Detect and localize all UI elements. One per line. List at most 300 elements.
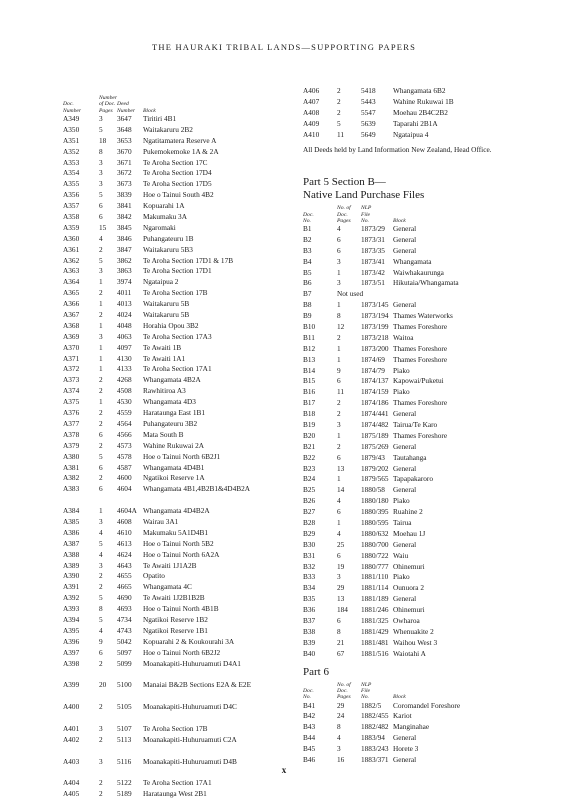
- cell-pages: 2: [337, 409, 341, 419]
- cell-deed: 4130: [117, 353, 132, 363]
- cell-doc: A379: [63, 440, 80, 450]
- cell-pages: 6: [337, 245, 341, 255]
- cell-file: 1874/482: [361, 419, 389, 429]
- col-deed-number: Deed Number: [117, 101, 136, 114]
- cell-block: Moanakapiti-Huhuruamuti C2A: [143, 734, 237, 744]
- cell-file: 1880/395: [361, 507, 389, 517]
- cell-block: Piako: [393, 365, 410, 375]
- table-row: [63, 408, 293, 419]
- cell-block: Te Aroha Section 17D1: [143, 266, 212, 276]
- cell-file: 1882/482: [361, 722, 389, 732]
- cell-doc: A393: [63, 604, 80, 614]
- cell-file: 1882/455: [361, 711, 389, 721]
- cell-deed: 4600: [117, 473, 132, 483]
- cell-pages: 1: [337, 354, 341, 364]
- cell-block: Piako: [393, 387, 410, 397]
- cell-deed: 4048: [117, 320, 132, 330]
- table-row: [303, 733, 513, 744]
- cell-doc: A400: [63, 702, 80, 712]
- table-row: [63, 343, 293, 354]
- deeds-note: All Deeds held by Land Information New Zealand, Head Office.: [303, 145, 492, 155]
- cell-pages: 8: [99, 604, 103, 614]
- cell-pages: 2: [337, 398, 341, 408]
- cell-file: 1873/35: [361, 245, 385, 255]
- cell-block: Te Aroha Section 17A1: [143, 778, 212, 788]
- table-row: [63, 125, 293, 136]
- cell-pages: 5: [99, 124, 103, 134]
- cell-block: Opatito: [143, 571, 165, 581]
- cell-doc: A386: [63, 527, 80, 537]
- cell-doc: A406: [303, 86, 320, 95]
- cell-pages: 13: [337, 594, 345, 604]
- cell-doc: B24: [303, 474, 316, 484]
- cell-deed: 5113: [117, 734, 132, 744]
- cell-block: Piako: [393, 572, 410, 582]
- cell-block: Moanakapiti-Huhuruamuti D4B: [143, 756, 237, 766]
- cell-pages: 29: [337, 700, 345, 710]
- cell-file: 1873/145: [361, 300, 389, 310]
- cell-pages: 25: [337, 539, 345, 549]
- cell-pages: 3: [99, 157, 103, 167]
- cell-doc: B39: [303, 637, 316, 647]
- cell-block: General: [393, 300, 417, 310]
- cell-deed: 4578: [117, 451, 132, 461]
- cell-deed: 4530: [117, 397, 132, 407]
- cell-doc: B14: [303, 365, 316, 375]
- cell-deed: 4133: [117, 364, 132, 374]
- cell-pages: 11: [337, 129, 345, 139]
- cell-block: Te Aroha Section 17A1: [143, 364, 212, 374]
- cell-pages: 2: [99, 408, 103, 418]
- cell-block: Waiu: [393, 550, 409, 560]
- cell-block: Wairau 3A1: [143, 516, 179, 526]
- cell-doc: A366: [63, 299, 80, 309]
- cell-pages: 2: [99, 375, 103, 385]
- cell-doc: B8: [303, 300, 312, 310]
- cell-pages: 11: [337, 387, 345, 397]
- table-row: [63, 659, 293, 681]
- table-row: [303, 119, 513, 130]
- cell-pages: 3: [337, 572, 341, 582]
- cell-block: Whangamata 4D4B1: [143, 462, 205, 472]
- cell-block: Ngaromaki: [143, 222, 176, 232]
- col-block: Block: [393, 694, 406, 701]
- cell-pages: 8: [337, 722, 341, 732]
- cell-doc: A365: [63, 288, 80, 298]
- cell-pages: 6: [337, 616, 341, 626]
- cell-file: 1879/43: [361, 452, 385, 462]
- cell-doc: B5: [303, 267, 312, 277]
- cell-deed: 4268: [117, 375, 132, 385]
- table-row: [303, 387, 513, 398]
- cell-pages: 2: [99, 473, 103, 483]
- table-row: [303, 722, 513, 733]
- part5-title: [303, 176, 513, 202]
- cell-doc: B38: [303, 626, 316, 636]
- table-row: [303, 268, 513, 279]
- table-row: [63, 364, 293, 375]
- cell-deed: 3673: [117, 179, 132, 189]
- cell-doc: B20: [303, 430, 316, 440]
- cell-deed: 4063: [117, 331, 132, 341]
- table-row: [303, 130, 513, 141]
- cell-pages: 6: [337, 550, 341, 560]
- cell-block: Waitoa: [393, 332, 414, 342]
- cell-pages: 1: [337, 343, 341, 353]
- table-row: [303, 344, 513, 355]
- cell-deed: 3846: [117, 233, 132, 243]
- table-row: [303, 257, 513, 268]
- cell-file: 1874/69: [361, 354, 385, 364]
- table-row: [63, 604, 293, 615]
- cell-block: General: [393, 441, 417, 451]
- cell-deed: 3670: [117, 146, 132, 156]
- cell-file: 1880/595: [361, 518, 389, 527]
- cell-pages: 16: [337, 755, 345, 765]
- cell-doc: A363: [63, 266, 80, 276]
- table-row: [303, 246, 513, 257]
- table-row: [63, 179, 293, 190]
- cell-pages: 2: [337, 107, 341, 117]
- cell-pages: 2: [99, 702, 103, 712]
- cell-block: Te Awaiti 1J1A2B: [143, 560, 197, 570]
- cell-deed: 4564: [117, 418, 132, 428]
- cell-pages: 2: [337, 86, 341, 95]
- cell-pages: 6: [99, 462, 103, 472]
- part6-table-body: [303, 701, 513, 766]
- cell-doc: A352: [63, 146, 80, 156]
- cell-doc: B35: [303, 594, 316, 604]
- cell-pages: 2: [99, 244, 103, 254]
- cell-block: Whangamata 4C: [143, 582, 192, 592]
- table-row: [63, 528, 293, 539]
- cell-block: Te Awaiti 1A1: [143, 353, 186, 363]
- cell-pages: 1: [337, 430, 341, 440]
- cell-pages: 4: [99, 625, 103, 635]
- cell-file: 1875/189: [361, 430, 389, 440]
- table-row: [303, 108, 513, 119]
- cell-deed: 5418: [361, 86, 376, 95]
- cell-doc: A391: [63, 582, 80, 592]
- cell-pages: 2: [99, 571, 103, 581]
- table-row: [63, 593, 293, 604]
- cell-deed: 4011: [117, 288, 132, 298]
- cell-doc: A409: [303, 118, 320, 128]
- cell-doc: B18: [303, 409, 316, 419]
- cell-doc: A371: [63, 353, 80, 363]
- cell-file: 1881/325: [361, 616, 389, 626]
- cell-doc: B26: [303, 496, 316, 506]
- cell-doc: A369: [63, 331, 80, 341]
- cell-pages: 8: [337, 311, 341, 321]
- cell-doc: B6: [303, 278, 312, 288]
- cell-file: 1873/29: [361, 223, 385, 233]
- cell-block: Harataunga West 2B1: [143, 789, 207, 799]
- cell-pages: 1: [99, 353, 103, 363]
- table-row: [63, 582, 293, 593]
- cell-deed: 5547: [361, 107, 376, 117]
- cell-block: Ngatikoi Reserve 1B1: [143, 625, 208, 635]
- cell-block: Kopuarahi 2 & Koukourahi 3A: [143, 636, 235, 646]
- cell-block: Waitakaruru 5B3: [143, 244, 193, 254]
- cell-pages: 1: [99, 397, 103, 407]
- cell-block: Wahine Rukuwai 2A: [143, 440, 205, 450]
- cell-file: 1883/371: [361, 755, 389, 765]
- cell-block: General: [393, 234, 417, 244]
- cell-doc: B23: [303, 463, 316, 473]
- cell-block: Thames Waterworks: [393, 311, 453, 321]
- cell-doc: A407: [303, 96, 320, 106]
- cell-doc: B46: [303, 755, 316, 765]
- table-row: [63, 321, 293, 332]
- cell-pages: 9: [337, 365, 341, 375]
- cell-pages: 3: [99, 756, 103, 766]
- cell-block: Hoe o Tainui North 5B2: [143, 538, 214, 548]
- cell-pages: 3: [99, 723, 103, 733]
- cell-deed: 5107: [117, 723, 132, 733]
- cell-block: Whangamata 4B1,4B2B1&4D4B2A: [143, 484, 251, 494]
- cell-block: Hoe o Tainui South 4B2: [143, 190, 214, 200]
- table-row: [303, 420, 513, 431]
- cell-deed: 3647: [117, 114, 132, 123]
- cell-pages: 2: [99, 582, 103, 592]
- table-row: [63, 419, 293, 430]
- cell-block: Kariot: [393, 711, 412, 721]
- cell-doc: A377: [63, 418, 80, 428]
- cell-file: 1880/58: [361, 485, 385, 495]
- table-row: [303, 289, 513, 300]
- cell-deed: 3845: [117, 222, 132, 232]
- cell-pages: 4: [337, 733, 341, 743]
- cell-doc: A353: [63, 157, 80, 167]
- cell-pages: 6: [99, 484, 103, 494]
- table-row: [63, 637, 293, 648]
- cell-block: Owharoa: [393, 616, 420, 626]
- cell-doc: B25: [303, 485, 316, 495]
- cell-pages: 67: [337, 648, 345, 658]
- cell-file: 1874/186: [361, 398, 389, 408]
- table-row: [303, 485, 513, 496]
- cell-doc: B10: [303, 321, 316, 331]
- part6-title: Part 6: [303, 665, 329, 678]
- cell-pages: 24: [337, 711, 345, 721]
- cell-block: Te Aroha Section 17D1 & 17B: [143, 255, 234, 265]
- table-row: [303, 518, 513, 529]
- cell-pages: 4: [337, 528, 341, 538]
- cell-doc: A357: [63, 201, 80, 211]
- table-row: [63, 517, 293, 528]
- table-row: [63, 299, 293, 310]
- cell-pages: 9: [99, 636, 103, 646]
- cell-file: 1881/114: [361, 583, 389, 593]
- cell-doc: A375: [63, 397, 80, 407]
- cell-doc: A356: [63, 190, 80, 200]
- cell-pages: 5: [337, 118, 341, 128]
- cell-file: 1874/79: [361, 365, 385, 375]
- cell-file: 1880/722: [361, 550, 389, 560]
- cell-doc: A382: [63, 473, 80, 483]
- cell-doc: B7: [303, 289, 312, 299]
- table-row: [63, 430, 293, 441]
- cell-deed: 4624: [117, 549, 132, 559]
- cell-deed: 5042: [117, 636, 132, 646]
- cell-block: Waitakaruru 2B2: [143, 124, 193, 134]
- table-row: [63, 332, 293, 343]
- table-row: [63, 354, 293, 365]
- cell-doc: B22: [303, 452, 316, 462]
- cell-deed: 5105: [117, 702, 132, 712]
- cell-block: Te Awaiti 1J2B1B2B: [143, 593, 205, 603]
- cell-deed: 3653: [117, 135, 132, 145]
- cell-doc: B31: [303, 550, 316, 560]
- cell-block: Moanakapiti-Huhuruamuti D4A1: [143, 658, 241, 668]
- cell-pages: 1: [99, 342, 103, 352]
- cell-file: 1880/632: [361, 528, 389, 538]
- cell-block: Hikutaia/Whangamata: [393, 278, 459, 288]
- table-row: [63, 288, 293, 299]
- table-row: [63, 626, 293, 637]
- cell-doc: A372: [63, 364, 80, 374]
- cell-pages: 3: [99, 266, 103, 276]
- table-row: [63, 201, 293, 212]
- cell-file: 1880/777: [361, 561, 389, 571]
- table-row: [303, 649, 513, 660]
- table-row: [63, 386, 293, 397]
- cell-block: Waiotahi A: [393, 648, 426, 658]
- cell-deed: 5100: [117, 680, 132, 690]
- cell-file: 1873/42: [361, 267, 385, 277]
- table-row: [303, 442, 513, 453]
- cell-pages: 2: [99, 288, 103, 298]
- cell-doc: B44: [303, 733, 316, 743]
- cell-deed: 4573: [117, 440, 132, 450]
- cell-doc: B17: [303, 398, 316, 408]
- table-row: [63, 190, 293, 201]
- cell-pages: 15: [99, 222, 107, 232]
- cell-block: General: [393, 485, 417, 495]
- cell-doc: B12: [303, 343, 316, 353]
- cell-block: Thames Foreshore: [393, 343, 448, 353]
- cell-file: 1883/94: [361, 733, 385, 743]
- cell-block: Moehau 1J: [393, 528, 426, 538]
- deeds-table-body: [63, 114, 293, 800]
- cell-block: General: [393, 409, 417, 419]
- cell-pages: 3: [99, 331, 103, 341]
- cell-doc: B40: [303, 648, 316, 658]
- cell-block: Kapowai/Puketui: [393, 376, 444, 386]
- cell-doc: A374: [63, 386, 80, 396]
- table-row: [303, 562, 513, 573]
- cell-doc: B41: [303, 700, 316, 710]
- table-row: [63, 397, 293, 408]
- cell-deed: 5443: [361, 96, 376, 106]
- cell-doc: B16: [303, 387, 316, 397]
- cell-doc: B29: [303, 528, 316, 538]
- table-row: [63, 463, 293, 474]
- cell-pages: 3: [99, 168, 103, 178]
- deeds-table-continued: [303, 86, 513, 140]
- cell-pages: 4: [337, 496, 341, 506]
- table-row: [63, 114, 293, 125]
- cell-file: 1874/159: [361, 387, 389, 397]
- cell-doc: A362: [63, 255, 80, 265]
- cell-pages: 6: [337, 452, 341, 462]
- cell-doc: A368: [63, 320, 80, 330]
- cell-pages: 5: [99, 614, 103, 624]
- cell-doc: B21: [303, 441, 316, 451]
- cell-deed: 5097: [117, 647, 132, 657]
- cell-file: 1873/31: [361, 234, 385, 244]
- cell-block: Ngataipua 4: [393, 129, 429, 139]
- cell-block: Whangamata 4D3: [143, 397, 196, 407]
- cell-file: 1873/51: [361, 278, 385, 288]
- cell-pages: 6: [337, 234, 341, 244]
- cell-pages: 2: [99, 734, 103, 744]
- table-row: [303, 605, 513, 616]
- cell-deed: 4097: [117, 342, 132, 352]
- cell-block: Te Aroha Section 17B: [143, 723, 208, 733]
- cell-block: General: [393, 539, 417, 549]
- table-row: [303, 627, 513, 638]
- cell-deed: 3839: [117, 190, 132, 200]
- table-row: [63, 484, 293, 506]
- table-row: [63, 539, 293, 550]
- cell-pages: 6: [337, 507, 341, 517]
- cell-block: Pukemokemoke 1A & 2A: [143, 146, 219, 156]
- table-row: [303, 431, 513, 442]
- cell-pages: 20: [99, 680, 107, 690]
- cell-pages: 3: [337, 278, 341, 288]
- col-doc-no: Doc. No.: [303, 211, 314, 224]
- col-block: Block: [393, 217, 406, 224]
- cell-doc: A384: [63, 506, 80, 516]
- cell-pages: 29: [337, 583, 345, 593]
- table-row: [303, 529, 513, 540]
- cell-block: Te Awaiti 1B: [143, 342, 182, 352]
- cell-doc: A385: [63, 516, 80, 526]
- cell-doc: A370: [63, 342, 80, 352]
- cell-doc: A361: [63, 244, 80, 254]
- cell-deed: 4566: [117, 429, 132, 439]
- cell-pages: 3: [99, 516, 103, 526]
- cell-block: Te Aroha Section 17B: [143, 288, 208, 298]
- cell-block: Hoe o Tainui North 4B1B: [143, 604, 219, 614]
- cell-pages: 6: [99, 212, 103, 222]
- cell-doc: A367: [63, 310, 80, 320]
- cell-deed: 3847: [117, 244, 132, 254]
- cell-deed: 4587: [117, 462, 132, 472]
- cell-file: 1882/5: [361, 700, 382, 710]
- cell-doc: B9: [303, 311, 312, 321]
- cell-deed: 5122: [117, 778, 132, 788]
- cell-block: Moanakapiti-Huhuruamuti D4C: [143, 702, 237, 712]
- table-row: [63, 245, 293, 256]
- cell-doc: A373: [63, 375, 80, 385]
- cell-block: Ohinemuri: [393, 561, 425, 571]
- cell-deed: 4655: [117, 571, 132, 581]
- table-row: [303, 366, 513, 377]
- cell-block: Ounuora 2: [393, 583, 425, 593]
- cell-doc: A351: [63, 135, 80, 145]
- cell-doc: B4: [303, 256, 312, 266]
- cell-block: Whangamata 6B2: [393, 86, 446, 95]
- cell-deed: 3671: [117, 157, 132, 167]
- cell-pages: 184: [337, 605, 348, 615]
- cell-file: 1873/218: [361, 332, 389, 342]
- cell-pages: 4: [99, 527, 103, 537]
- cell-pages: 2: [99, 658, 103, 668]
- cell-doc: A381: [63, 462, 80, 472]
